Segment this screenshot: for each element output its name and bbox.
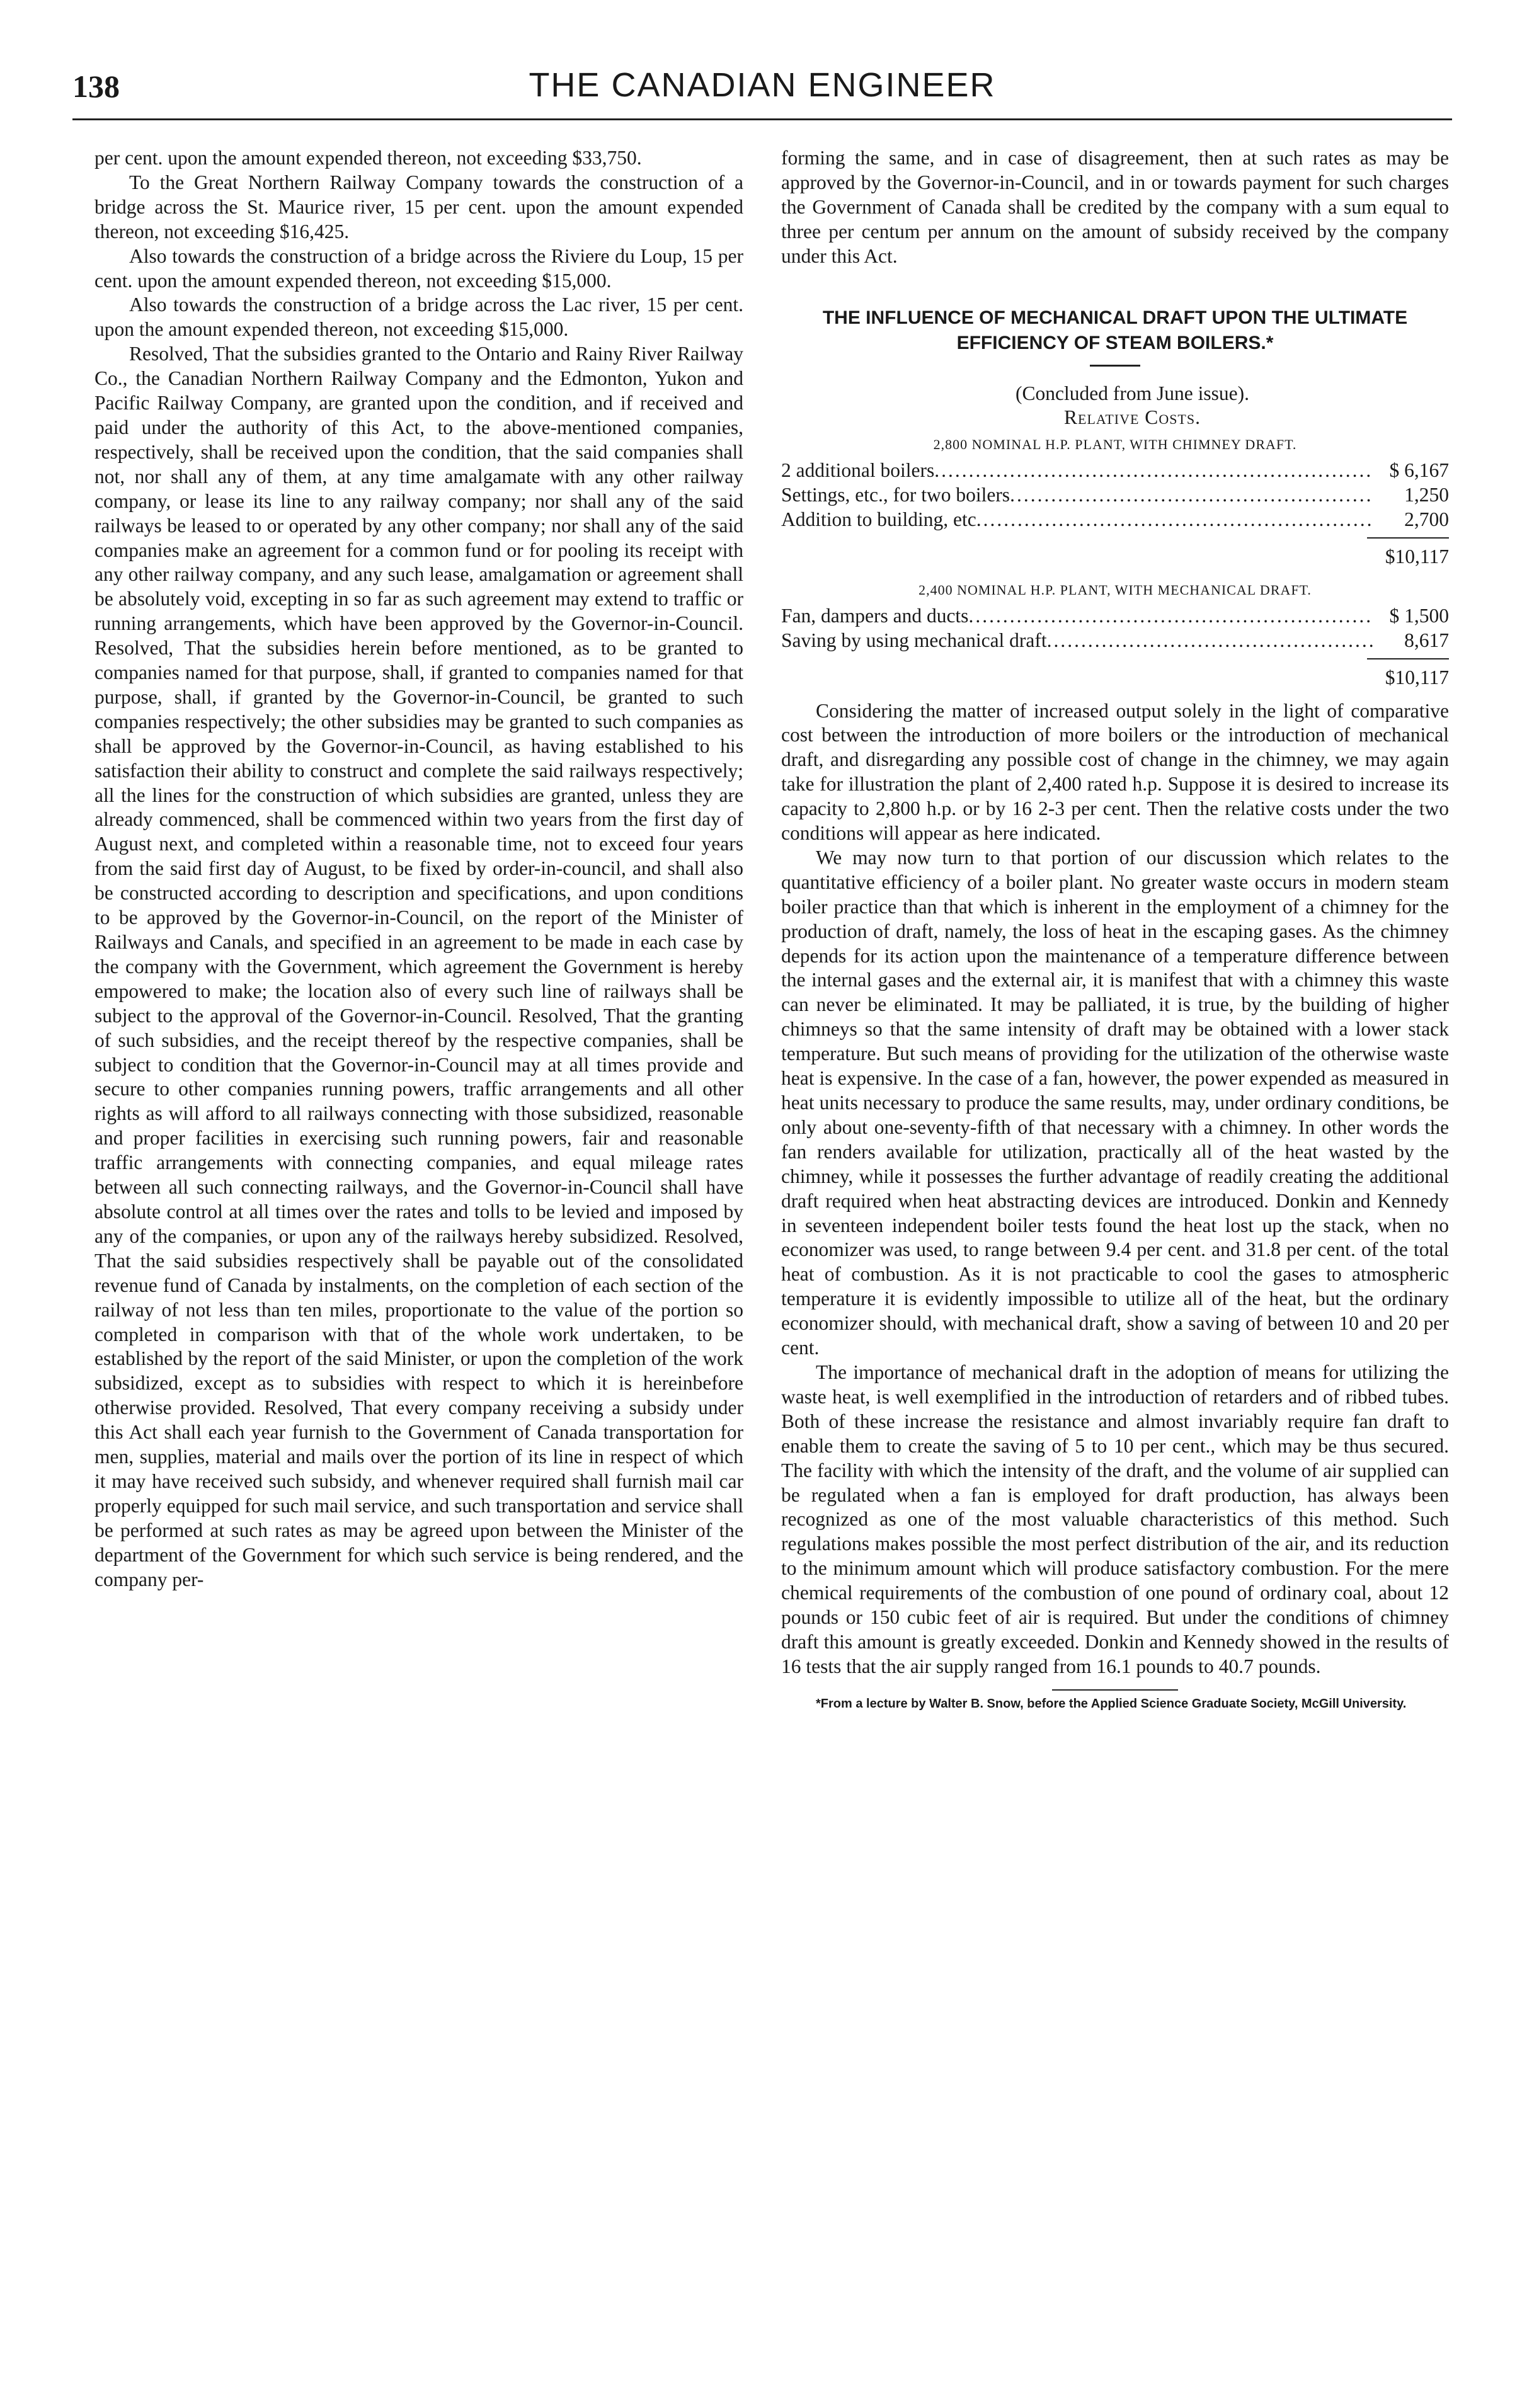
cost-row [781,604,1449,629]
continuation-note: (Concluded from June issue). [1016,382,1249,404]
table-heading: Relative Costs. [1064,406,1201,429]
leader-dots [968,604,1373,629]
leader-dots [1047,629,1373,653]
left-paragraph: per cent. upon the amount expended thereon, not exceeding $33,750. [94,147,642,169]
cost-row [781,459,1449,483]
cost-amount: 2,700 [1404,508,1449,531]
title-rule [1090,365,1140,367]
journal-title: THE CANADIAN ENGINEER [529,66,996,104]
article-paragraph: We may now turn to that portion of our discussion which relates to the quantitative efficiency of a boiler plant. No greater waste occurs in modern steam boiler practice than that which is inherent in the employment of a chimney for the production of draft, namely, the loss of heat in the escaping gases. As the chimney depends for its action upon the maintenance of a temperature difference between the internal gases and the external air, it is manifest that with a chimney this waste can never be eliminated. It may be palliated, it is true, by the building of higher chimneys so that the same intensity of draft may be obtained with a lower stack temperature. But such means of providing for the utilization of the otherwise waste heat is expensive. In the case of a fan, however, the power expended as measured in heat units necessary to produce the same results, may, under ordinary conditions, be only about one-seventy-fifth of that necessary with a chimney. In other words the fan renders available for utilization, practically all of the heat wasted by the chimney, while it possesses the further advantage of readily creating the additional draft required when heat abstracting devices are introduced. Donkin and Kennedy in seventeen independent boiler tests found the heat lost up the stack, when no economizer was used, to range between 9.4 per cent. and 31.8 per cent. of the total heat of combustion. As it is not practicable to cool the gases to atmospheric temperature it is evidently impossible to utilize all of the heat, but the ordinary economizer should, with mechanical draft, show a saving of between 10 and 20 per cent. [781,846,1449,1359]
cost-total: $10,117 [1385,666,1449,688]
page-number: 138 [72,69,120,104]
cost-row [781,483,1449,508]
cost-row [781,629,1449,653]
leader-dots [934,459,1373,483]
cost-amount: 1,250 [1404,484,1449,506]
cost-row [781,508,1449,532]
article-paragraph: Considering the matter of increased output solely in the light of comparative cost between the introduction of more boilers or the introduction of mechanical draft, and disregarding any possible cost of change in the chimney, we may again take for illustration the plant of 2,400 rated h.p. Suppose it is desired to increase its capacity to 2,800 h.p. or by 16 2-3 per cent. Then the relative costs under the two conditions will appear as here indicated. [781,699,1449,845]
cost-label: Settings, etc., for two boilers [781,484,1010,506]
leader-dots [976,508,1373,532]
cost-label: 2 additional boilers [781,459,935,482]
right-intro-paragraph: forming the same, and in case of disagreement, then at such rates as may be approved by the Governor-in-Council, and in or towards payment for such charges the Government of Canada shall be credited by the company with a sum equal to three per centum per annum on the amount of subsidy received by the company under this Act. [781,147,1449,267]
sum-rule [1367,537,1449,539]
cost-table-chimney [781,433,1449,569]
left-paragraph: Also towards the construction of a bridge across the Lac river, 15 per cent. upon the amount expended thereon, not exceeding $15,000. [94,294,743,341]
cost-table-mechanical [781,578,1449,690]
cost-label: Saving by using mechanical draft [781,629,1047,651]
cost-total: $10,117 [1385,545,1449,568]
plant-heading: 2,400 NOMINAL H.P. PLANT, WITH MECHANICAL DRAFT. [918,581,1312,598]
right-column [781,146,1449,1712]
left-paragraph: To the Great Northern Railway Company towards the construction of a bridge across the St. Maurice river, 15 per cent. upon the amount expended thereon, not exceeding $16,425. [94,171,743,243]
left-paragraph: Resolved, That the subsidies granted to the Ontario and Rainy River Railway Co., the Canadian Northern Railway Company and the Edmonton, Yukon and Pacific Railway Company, are granted upon the condition, and if received and paid under the authority of this Act, to the above-mentioned companies, respectively, shall be received upon the condition, that the said companies shall not, nor shall any of them, at any time amalgamate with any other railway company, or lease its line to any railway company; nor shall any of the said railways be leased to or operated by any other company; nor shall any of the said companies make an agreement for a common fund or for pooling its receipt with any other railway company, and any such lease, amalgamation or agreement shall be absolutely void, excepting in so far as such agreement may extend to traffic or running arrangements, which have been approved by the Governor-in-Council. Resolved, That the subsidies herein before mentioned, as to be granted to companies named for that purpose, shall, if granted to companies named for that purpose, shall, if granted by the Governor-in-Council, be granted to such companies respectively; the other subsidies may be granted to such companies as shall be approved by the Governor-in-Council, as having established to his satisfaction their ability to construct and complete the said railways respectively; all the lines for the construction of which subsidies are granted, unless they are already commenced, shall be commenced within two years from the first day of August next, and completed within a reasonable time, not to exceed four years from the said first day of August, to be fixed by order-in-council, and shall also be constructed according to description and specifications, and upon conditions to be approved by the Governor-in-Council, on the report of the Minister of Railways and Canals, and specified in an agreement to be made in each case by the company with the Government, which agreement the Government is hereby empowered to make; the location also of every such line of railways shall be subject to the approval of the Governor-in-Council. Resolved, That the granting of such subsidies, and the receipt thereof by the respective companies, shall be subject to condition that the Governor-in-Council may at all times provide and secure to other companies running powers, traffic arrangements and all other rights as will afford to all railways connecting with those subsidized, reasonable and proper facilities in exercising such running powers, fair and reasonable traffic arrangements with connecting companies, and equal mileage rates between all such connecting railways, and the Governor-in-Council shall have absolute control at all times over the rates and tolls to be levied and imposed by any of the companies, or upon any of the railways hereby subsidized. Resolved, That the said subsidies respectively shall be payable out of the consolidated revenue fund of Canada by instalments, on the completion of each section of the railway of not less than ten miles, proportionate to the value of the portion so completed in comparison with that of the whole work undertaken, to be established by the report of the said Minister, or upon the completion of the work subsidized, except as to subsidies with respect to which it is hereinbefore otherwise provided. Resolved, That every company receiving a subsidy under this Act shall each year furnish to the Government of Canada transportation for men, supplies, material and mails over the portion of its line in respect of which it may have received such subsidy, and whenever required shall furnish mail car properly equipped for such mail service, and such transportation and service shall be performed at such rates as may be agreed upon between the Minister of the department of the Government for which such service is being rendered, and the company per- [94,343,743,1590]
page-header [72,63,1452,113]
footnote: *From a lecture by Walter B. Snow, before the Applied Science Graduate Society, McGill University. [816,1696,1407,1711]
cost-amount: 8,617 [1404,629,1449,651]
article-title: THE INFLUENCE OF MECHANICAL DRAFT UPON THE ULTIMATE EFFICIENCY OF STEAM BOILERS.* [822,307,1408,353]
cost-label: Addition to building, etc [781,508,976,531]
footnote-rule [1052,1689,1178,1691]
plant-heading: 2,800 NOMINAL H.P. PLANT, WITH CHIMNEY DRAFT. [933,437,1297,453]
cost-label: Fan, dampers and ducts [781,604,969,627]
cost-amount: $ 6,167 [1389,459,1449,482]
leader-dots [1010,483,1373,508]
article-paragraph: The importance of mechanical draft in the adoption of means for utilizing the waste heat, is well exemplified in the introduction of retarders and of ribbed tubes. Both of these increase the resistance and almost invariably require fan draft to enable them to create the saving of 5 to 10 per cent., which may be thus secured. The facility with which the intensity of the draft, and the volume of air supplied can be regulated when a fan is employed for draft production, has always been recognized as one of the most valuable characteristics of this method. Such regulations makes possible the most perfect distribution of the air, and its reduction to the minimum amount which will produce satisfactory combustion. For the mere chemical requirements of the combustion of one pound of ordinary coal, about 12 pounds or 150 cubic feet of air is required. But under the conditions of chimney draft this amount is greatly exceeded. Donkin and Kennedy showed in the results of 16 tests that the air supply ranged from 16.1 pounds to 40.7 pounds. [781,1361,1449,1677]
left-column [94,146,743,1592]
header-rule [72,118,1452,120]
sum-rule [1367,658,1449,659]
cost-amount: $ 1,500 [1389,604,1449,627]
left-paragraph: Also towards the construction of a bridge across the Riviere du Loup, 15 per cent. upon the amount expended thereon, not exceeding $15,000. [94,244,743,292]
